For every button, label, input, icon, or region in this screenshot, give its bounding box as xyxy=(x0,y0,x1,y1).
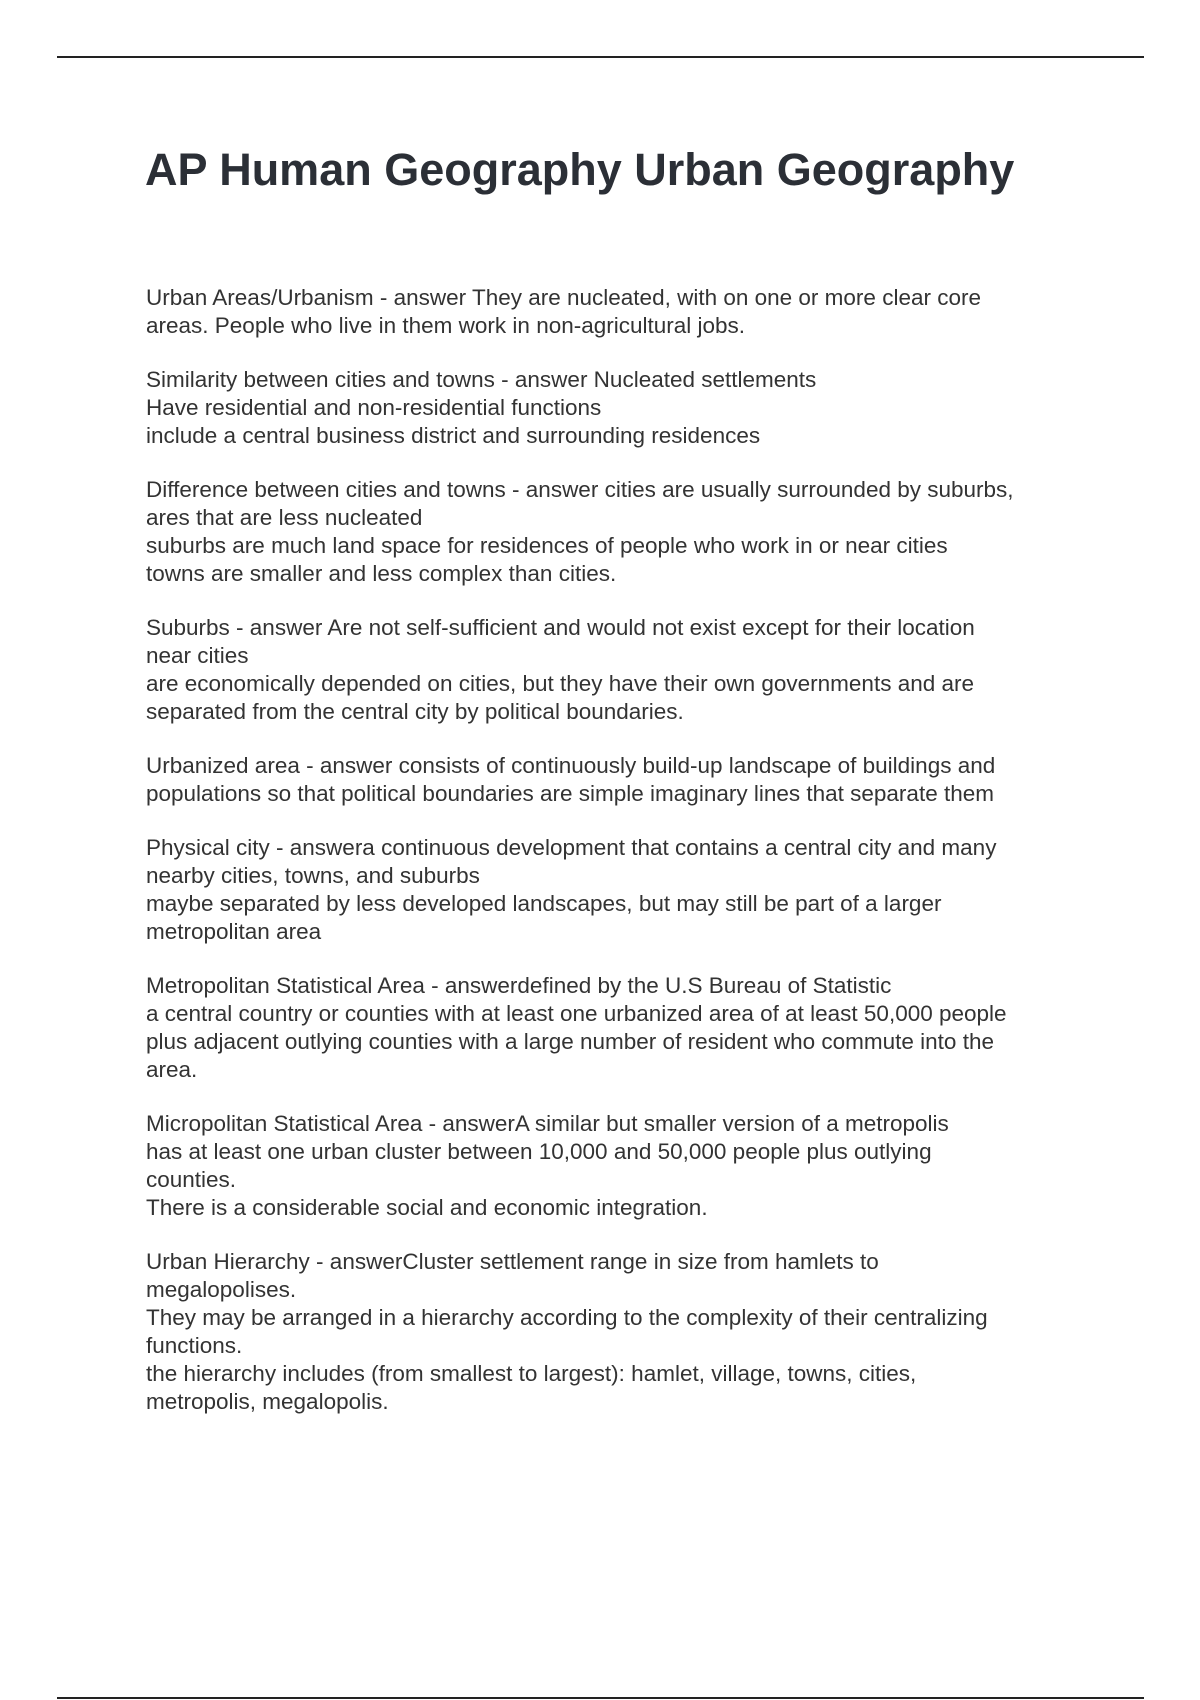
entry-line: areas. People who live in them work in non-agricultural jobs. xyxy=(146,313,746,338)
entry-line: They may be arranged in a hierarchy according to the complexity of their centralizing xyxy=(146,1305,988,1330)
qa-entry xyxy=(146,834,1106,946)
entry-line: metropolis, megalopolis. xyxy=(146,1389,389,1414)
entry-line: a central country or counties with at least one urbanized area of at least 50,000 people xyxy=(146,1001,1007,1026)
top-rule xyxy=(57,56,1144,58)
document-body xyxy=(146,284,1106,1442)
entry-line: Suburbs - answer Are not self-sufficient and would not exist except for their location xyxy=(146,615,975,640)
qa-entry xyxy=(146,1248,1106,1416)
entry-line: include a central business district and surrounding residences xyxy=(146,423,761,448)
entry-line: suburbs are much land space for residences of people who work in or near cities xyxy=(146,533,948,558)
entry-line: counties. xyxy=(146,1167,237,1192)
qa-entry xyxy=(146,972,1106,1084)
entry-line: functions. xyxy=(146,1333,243,1358)
entry-line: are economically depended on cities, but they have their own governments and are xyxy=(146,671,975,696)
entry-line: the hierarchy includes (from smallest to largest): hamlet, village, towns, cities, xyxy=(146,1361,917,1386)
document-title: AP Human Geography Urban Geography xyxy=(145,144,1015,195)
entry-line: separated from the central city by political boundaries. xyxy=(146,699,684,724)
entry-line: megalopolises. xyxy=(146,1277,297,1302)
entry-line: Urban Areas/Urbanism - answer They are nucleated, with on one or more clear core xyxy=(146,285,981,310)
qa-entry xyxy=(146,284,1106,340)
entry-line: Urbanized area - answer consists of continuously build-up landscape of buildings and xyxy=(146,753,996,778)
qa-entry xyxy=(146,366,1106,450)
entry-line: Metropolitan Statistical Area - answerdefined by the U.S Bureau of Statistic xyxy=(146,973,892,998)
bottom-rule xyxy=(57,1697,1144,1699)
entry-line: towns are smaller and less complex than cities. xyxy=(146,561,617,586)
entry-line: plus adjacent outlying counties with a large number of resident who commute into the xyxy=(146,1029,994,1054)
qa-entry xyxy=(146,752,1106,808)
entry-line: Have residential and non-residential functions xyxy=(146,395,602,420)
entry-line: has at least one urban cluster between 10,000 and 50,000 people plus outlying xyxy=(146,1139,932,1164)
entry-line: populations so that political boundaries are simple imaginary lines that separate them xyxy=(146,781,994,806)
qa-entry xyxy=(146,614,1106,726)
entry-line: nearby cities, towns, and suburbs xyxy=(146,863,480,888)
entry-line: ares that are less nucleated xyxy=(146,505,423,530)
entry-line: Physical city - answera continuous development that contains a central city and many xyxy=(146,835,997,860)
entry-line: Similarity between cities and towns - answer Nucleated settlements xyxy=(146,367,817,392)
entry-line: Urban Hierarchy - answerCluster settlement range in size from hamlets to xyxy=(146,1249,879,1274)
entry-line: metropolitan area xyxy=(146,919,322,944)
qa-entry xyxy=(146,1110,1106,1222)
entry-line: maybe separated by less developed landscapes, but may still be part of a larger xyxy=(146,891,942,916)
entry-line: area. xyxy=(146,1057,198,1082)
entry-line: Difference between cities and towns - answer cities are usually surrounded by suburbs, xyxy=(146,477,1014,502)
entry-line: near cities xyxy=(146,643,249,668)
entry-line: Micropolitan Statistical Area - answerA similar but smaller version of a metropolis xyxy=(146,1111,949,1136)
qa-entry xyxy=(146,476,1106,588)
entry-line: There is a considerable social and economic integration. xyxy=(146,1195,708,1220)
